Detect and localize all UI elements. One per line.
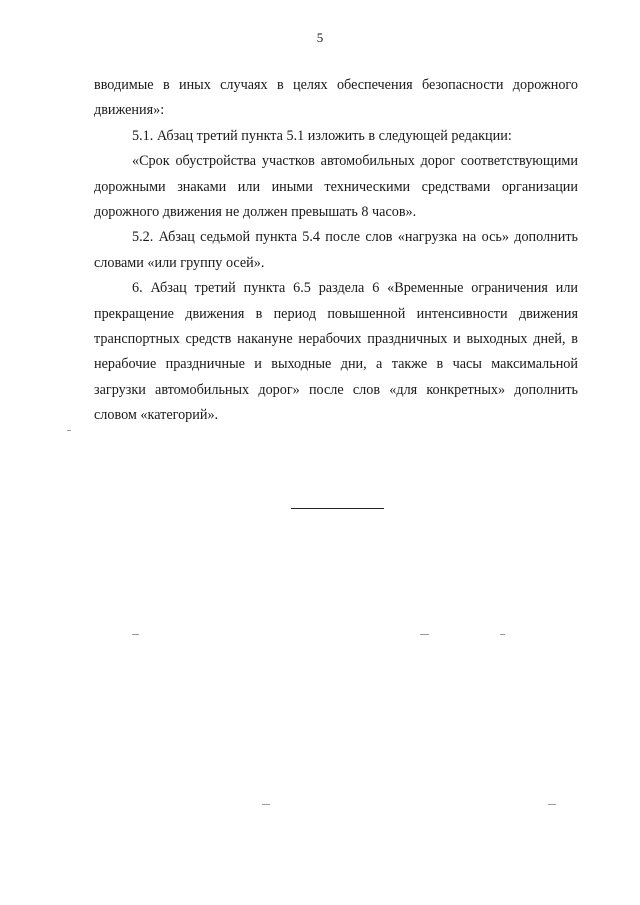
end-separator-line <box>291 508 384 509</box>
paragraph-item-5-2: 5.2. Абзац седьмой пункта 5.4 после слов «нагрузка на ось» дополнить словами «или группу осей». <box>94 229 578 271</box>
paragraph-continuation: вводимые в иных случаях в целях обеспечения безопасности дорожного движения»: <box>94 77 578 119</box>
scan-speck <box>262 804 270 805</box>
scan-speck <box>500 634 505 635</box>
scan-speck <box>548 804 556 805</box>
paragraph-item-6: 6. Абзац третий пункта 6.5 раздела 6 «Временные ограничения или прекращение движения в период повышенной интенсивности движения транспортных средств накануне нерабочих праздничных и выходных дней, в нерабочие праздничные и выходные дни, а также в часы максимальной загрузки автомобильных дорог» после слов «для конкретных» дополнить словом «категорий». <box>94 280 578 424</box>
scan-speck <box>420 634 429 635</box>
scan-speck <box>132 634 139 635</box>
paragraph-quoted-text: «Срок обустройства участков автомобильных дорог соответствующими дорожными знаками или иными техническими средствами организации дорожного движения не должен превышать 8 часов». <box>94 153 578 221</box>
paragraph-item-5-1: 5.1. Абзац третий пункта 5.1 изложить в следующей редакции: <box>132 127 512 144</box>
scan-speck <box>67 430 71 431</box>
page-number: 5 <box>316 30 324 45</box>
document-body <box>94 73 578 429</box>
